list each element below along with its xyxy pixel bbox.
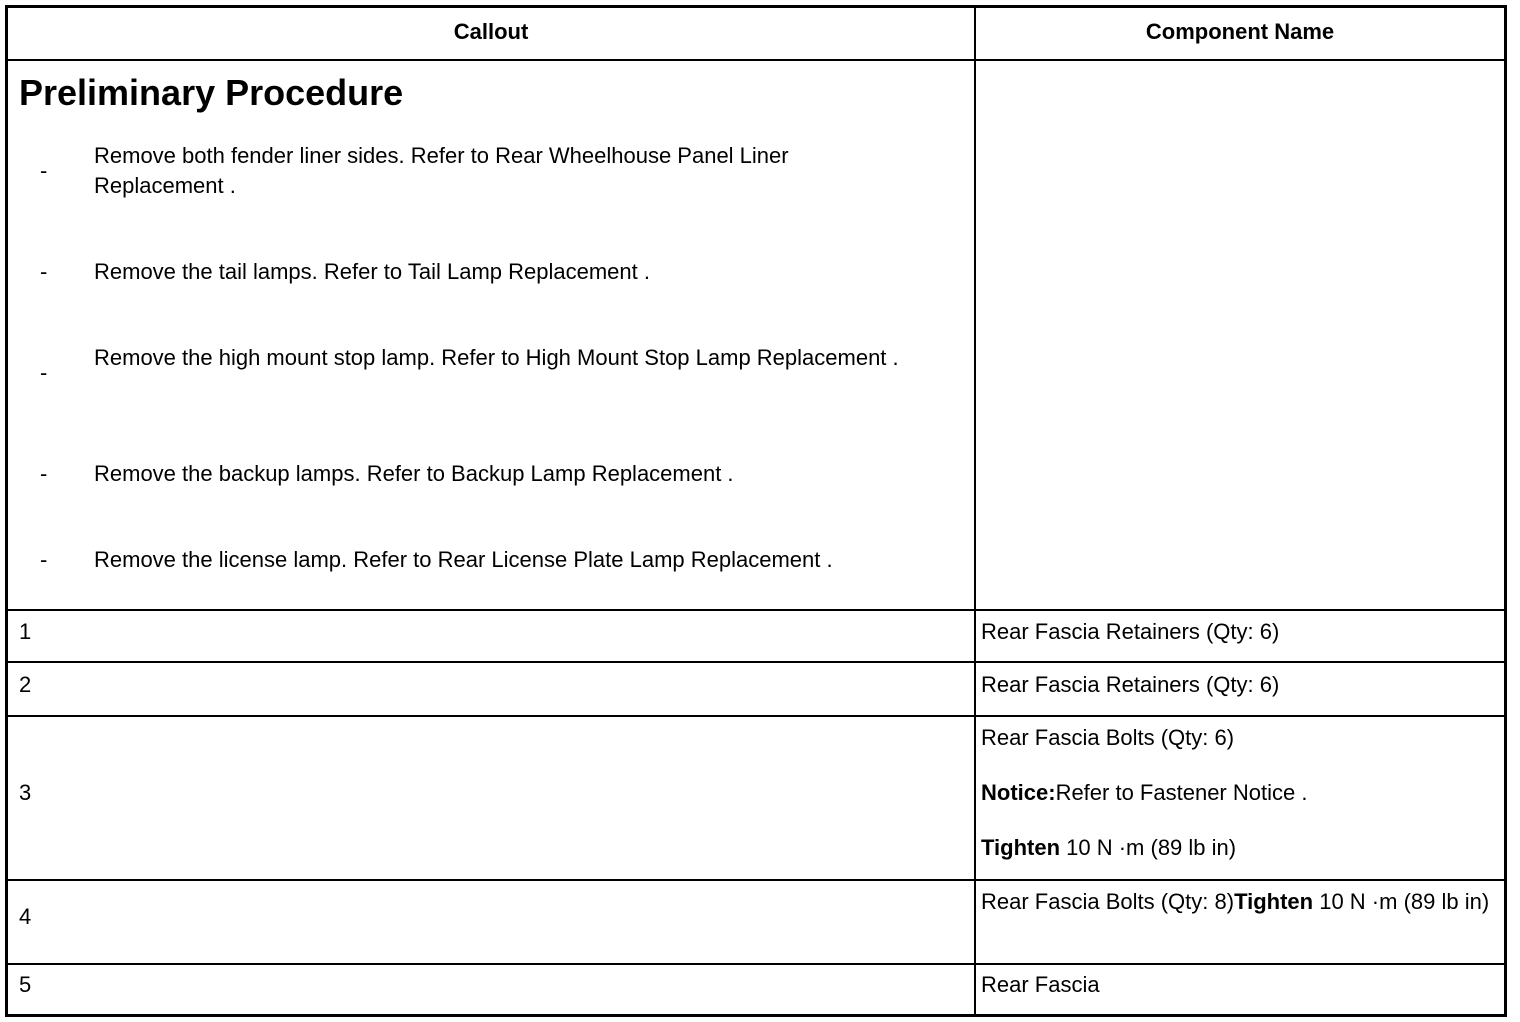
row-divider: [8, 609, 1504, 611]
procedure-table: [5, 5, 1507, 1017]
notice-text: Refer to Fastener Notice .: [1055, 780, 1308, 805]
callout-number: 5: [19, 972, 32, 997]
step-bullet: -: [40, 461, 48, 486]
component-name: Rear Fascia Retainers (Qty: 6): [981, 672, 1280, 697]
component-name: Rear Fascia Retainers (Qty: 6): [981, 619, 1280, 644]
callout-number: 3: [19, 780, 32, 805]
procedure-step: [8, 141, 968, 201]
step-text: Remove the license lamp. Refer to Rear License Plate Lamp Replacement .: [94, 547, 833, 572]
component-name: Rear Fascia Bolts (Qty: 8): [981, 889, 1235, 914]
procedure-step: [8, 257, 968, 287]
notice-line: [981, 778, 1496, 808]
component-name: Rear Fascia: [981, 972, 1100, 997]
tighten-label: Tighten: [1234, 889, 1314, 914]
step-bullet: -: [40, 547, 48, 572]
step-bullet: -: [40, 158, 48, 183]
column-divider: [974, 8, 976, 1014]
step-text: Remove the backup lamps. Refer to Backup Lamp Replacement .: [94, 461, 734, 486]
callout-number: 1: [19, 619, 32, 644]
header-callout: Callout: [453, 19, 529, 44]
procedure-step: [8, 459, 968, 489]
step-bullet: -: [40, 360, 48, 385]
row-divider: [8, 963, 1504, 965]
tighten-line: [981, 833, 1496, 863]
row-divider: [8, 879, 1504, 881]
component-name-with-torque: [981, 887, 1498, 917]
torque-value: 10 N ·m (89 lb in): [1060, 835, 1237, 860]
header-component-name: Component Name: [1145, 19, 1335, 44]
row-divider: [8, 715, 1504, 717]
step-bullet: -: [40, 259, 48, 284]
torque-value: 10 N ·m (89 lb in): [1313, 889, 1490, 914]
step-text: Remove the tail lamps. Refer to Tail Lamp Replacement .: [94, 259, 650, 284]
component-name: Rear Fascia Bolts (Qty: 6): [981, 725, 1235, 750]
preliminary-procedure-title: Preliminary Procedure: [19, 72, 404, 113]
notice-label: Notice:: [981, 780, 1056, 805]
procedure-step: [8, 545, 968, 575]
step-text: Remove the high mount stop lamp. Refer to High Mount Stop Lamp Replacement .: [94, 345, 899, 370]
tighten-label: Tighten: [981, 835, 1061, 860]
procedure-step: [8, 343, 968, 403]
callout-number: 2: [19, 672, 32, 697]
row-divider: [8, 661, 1504, 663]
step-text: Remove both fender liner sides. Refer to Rear Wheelhouse Panel Liner Replacement .: [94, 143, 789, 198]
callout-number: 4: [19, 904, 32, 929]
